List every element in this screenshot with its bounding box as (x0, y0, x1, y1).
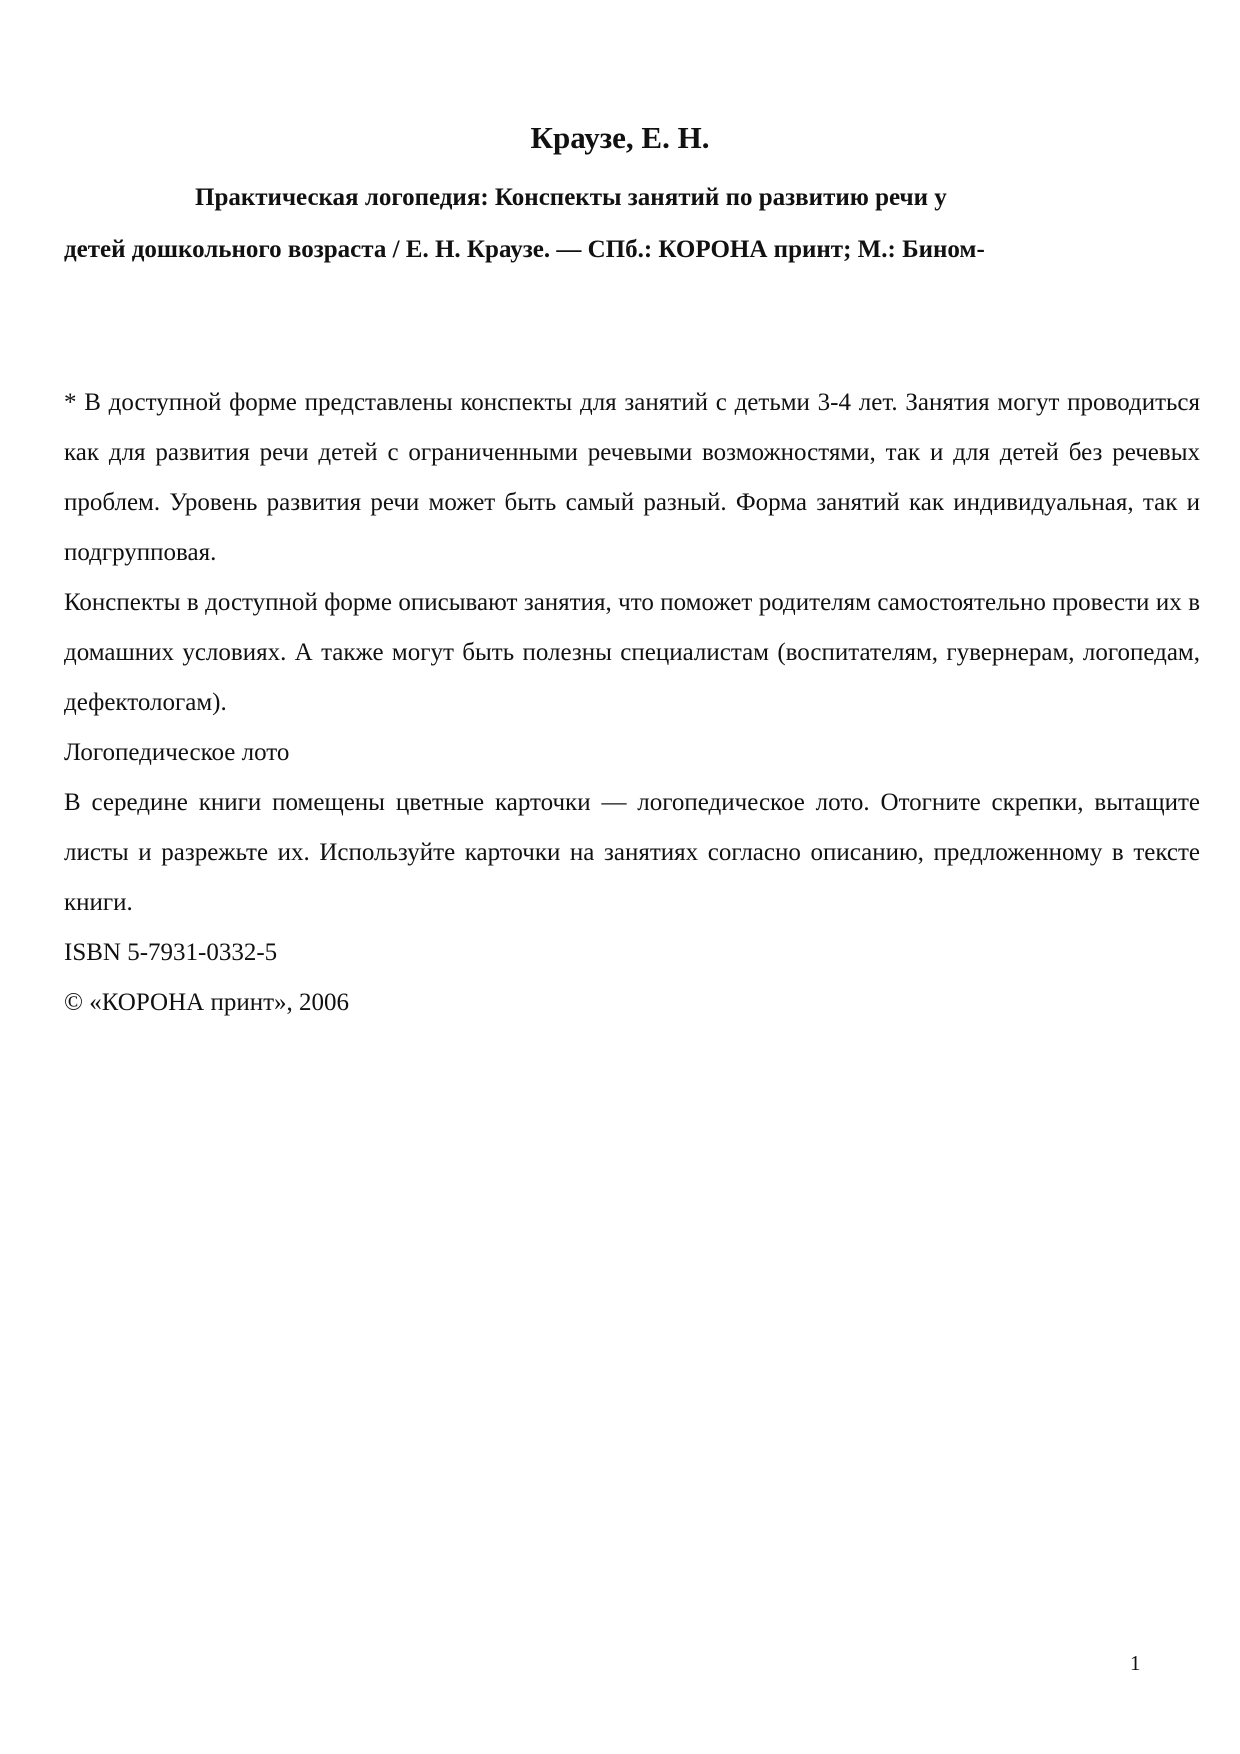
section-label-lotto: Логопедическое лото (64, 739, 290, 766)
book-title-line-2: детей дошкольного возраста / Е. Н. Краузе. — СПб.: КОРОНА принт; М.: Бином- (64, 236, 985, 263)
page-number: 1 (1130, 1651, 1141, 1675)
book-title-line-1: Практическая логопедия: Конспекты занятий по развитию речи у (195, 184, 947, 211)
annotation-paragraph-3: В середине книги помещены цветные карточки — логопедическое лото. Отогните скрепки, вытащите листы и разрежьте их. Используйте карточки на занятиях согласно описанию, предложенному в тексте книги. (64, 789, 1200, 916)
author-heading: Краузе, Е. Н. (530, 120, 710, 155)
annotation-paragraph-2: Конспекты в доступной форме описывают занятия, что поможет родителям самостоятельно провести их в домашних условиях. А также могут быть полезны специалистам (воспитателям, гувернерам, логопедам, дефектологам). (64, 589, 1200, 716)
isbn-line: ISBN 5-7931-0332-5 (64, 939, 278, 966)
annotation-paragraph-1: * В доступной форме представлены конспекты для занятий с детьми 3-4 лет. Занятия могут проводиться как для развития речи детей с ограниченными речевыми возможностями, так и для детей без речевых проблем. Уровень развития речи может быть самый разный. Форма занятий как индивидуальная, так и подгрупповая. (64, 389, 1200, 566)
annotation-body (64, 378, 1200, 1028)
copyright-line: © «КОРОНА принт», 2006 (64, 989, 350, 1016)
